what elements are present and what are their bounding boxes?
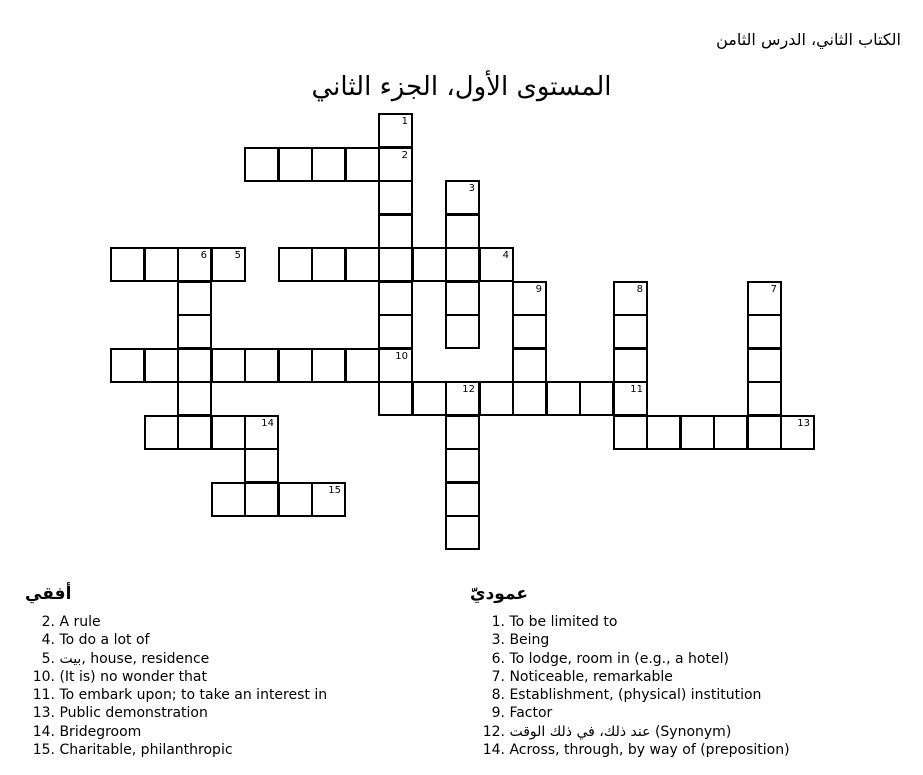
down-clue: 12. عند ذلك، في ذلك الوقت (Synonym) [482,723,732,740]
clue-number-label: 10 [395,351,408,362]
across-heading: أفقي [25,584,72,604]
clue-number-label: 1 [401,116,408,127]
grid-cell[interactable] [378,348,413,383]
grid-cell[interactable] [211,415,246,450]
grid-cell[interactable] [747,281,782,316]
grid-cell[interactable] [747,381,782,416]
grid-cell[interactable] [278,482,313,517]
grid-cell[interactable] [110,247,145,282]
grid-cell[interactable] [713,415,748,450]
clue-number-label: 11 [630,384,643,395]
down-clue: 1. To be limited to [491,614,618,630]
grid-cell[interactable] [445,448,480,483]
grid-cell[interactable] [613,381,648,416]
grid-cell[interactable] [378,381,413,416]
grid-cell[interactable] [747,314,782,349]
grid-cell[interactable] [780,415,815,450]
down-clue: 7. Noticeable, remarkable [491,668,673,685]
grid-cell[interactable] [546,381,581,416]
grid-cell[interactable] [646,415,681,450]
grid-cell[interactable] [378,180,413,215]
clue-number-label: 5 [234,250,241,261]
grid-cell[interactable] [613,348,648,383]
grid-cell[interactable] [177,314,212,349]
across-clue: 11. To embark upon; to take an interest in [32,687,328,704]
down-clue: 3. Being [491,632,550,649]
grid-cell[interactable] [110,348,145,383]
down-heading: عموديّ [470,584,528,604]
grid-cell[interactable] [445,180,480,215]
across-clue: 15. Charitable, philanthropic [32,742,233,759]
grid-cell[interactable] [445,214,480,249]
grid-cell[interactable] [747,348,782,383]
grid-cell[interactable] [177,247,212,282]
grid-cell[interactable] [445,247,480,282]
grid-cell[interactable] [278,348,313,383]
grid-cell[interactable] [378,247,413,282]
grid-cell[interactable] [244,415,279,450]
clue-number-label: 3 [468,183,475,194]
grid-cell[interactable] [345,247,380,282]
grid-cell[interactable] [512,314,547,349]
grid-cell[interactable] [378,147,413,182]
grid-cell[interactable] [747,415,782,450]
across-clue: 13. Public demonstration [32,705,208,722]
grid-cell[interactable] [311,147,346,182]
grid-cell[interactable] [613,415,648,450]
puzzle-title: المستوى الأول، الجزء الثاني [311,72,612,102]
grid-cell[interactable] [211,247,246,282]
grid-cell[interactable] [144,415,179,450]
grid-cell[interactable] [177,381,212,416]
grid-cell[interactable] [412,247,447,282]
grid-cell[interactable] [211,482,246,517]
grid-cell[interactable] [680,415,715,450]
across-clue: 14. Bridegroom [32,723,142,740]
down-clue: 6. To lodge, room in (e.g., a hotel) [491,650,729,667]
grid-cell[interactable] [311,247,346,282]
grid-cell[interactable] [311,482,346,517]
grid-cell[interactable] [445,482,480,517]
across-clue: 5. بيت, house, residence [41,650,210,667]
clue-number-label: 4 [502,250,509,261]
across-clue: 2. A rule [41,614,101,630]
down-clue: 9. Factor [491,705,553,722]
grid-cell[interactable] [613,281,648,316]
grid-cell[interactable] [211,348,246,383]
grid-cell[interactable] [378,314,413,349]
across-clue-list [28,613,327,759]
grid-cell[interactable] [479,247,514,282]
clue-number-label: 13 [797,418,810,429]
grid-cell[interactable] [144,348,179,383]
across-clue: 4. To do a lot of [41,632,150,649]
clue-number-label: 6 [200,250,207,261]
grid-cell[interactable] [244,482,279,517]
grid-cell[interactable] [512,281,547,316]
clue-number-label: 12 [462,384,475,395]
clue-number-label: 7 [770,284,777,295]
down-clue: 14. Across, through, by way of (preposition) [482,742,790,759]
grid-cell[interactable] [311,348,346,383]
grid-cell[interactable] [177,281,212,316]
grid-cell[interactable] [345,348,380,383]
grid-cell[interactable] [345,147,380,182]
clue-number-label: 8 [636,284,643,295]
grid-cell[interactable] [244,448,279,483]
grid-cell[interactable] [579,381,614,416]
clue-number-label: 2 [401,150,408,161]
grid-cell[interactable] [378,281,413,316]
grid-cell[interactable] [144,247,179,282]
grid-cell[interactable] [512,381,547,416]
grid-cell[interactable] [177,415,212,450]
book-lesson-label: الكتاب الثاني، الدرس الثامن [716,30,901,49]
clue-number-label: 14 [261,418,274,429]
grid-cell[interactable] [278,147,313,182]
clue-number-label: 9 [535,284,542,295]
grid-cell[interactable] [445,281,480,316]
grid-cell[interactable] [278,247,313,282]
grid-cell[interactable] [177,348,212,383]
grid-cell[interactable] [613,314,648,349]
grid-cell[interactable] [445,515,480,550]
grid-cell[interactable] [378,214,413,249]
grid-cell[interactable] [244,348,279,383]
grid-cell[interactable] [479,381,514,416]
grid-cell[interactable] [445,314,480,349]
grid-cell[interactable] [445,415,480,450]
clue-number-label: 15 [328,485,341,496]
grid-cell[interactable] [378,113,413,148]
grid-cell[interactable] [445,381,480,416]
across-clue: 10. (It is) no wonder that [32,668,207,685]
grid-cell[interactable] [244,147,279,182]
down-clue: 8. Establishment, (physical) institution [491,687,762,704]
down-clue-list [478,613,790,759]
grid-cell[interactable] [512,348,547,383]
grid-cell[interactable] [412,381,447,416]
